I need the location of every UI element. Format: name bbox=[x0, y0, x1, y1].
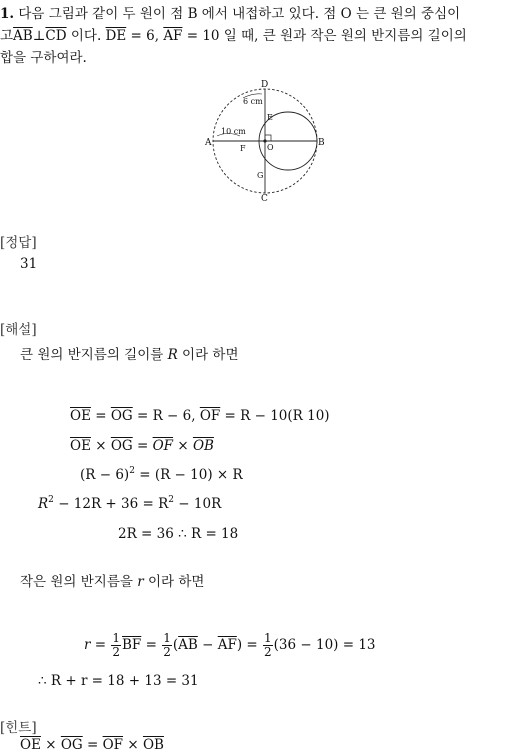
label-10cm: 10 cm bbox=[221, 127, 246, 136]
equation-6 bbox=[84, 632, 376, 659]
segment-OG: $\overline{OG}$ bbox=[110, 438, 133, 454]
text-fragment: 이라 하면 bbox=[177, 347, 239, 363]
text-fragment: = bbox=[82, 737, 103, 753]
label-A: A bbox=[205, 138, 212, 148]
denominator: 2 bbox=[264, 645, 272, 659]
problem-line-2 bbox=[0, 24, 467, 44]
label-B: B bbox=[318, 138, 325, 148]
text-fragment: − bbox=[197, 637, 218, 653]
segment-OE: $\overline{OE}$ bbox=[70, 438, 91, 454]
denominator: 2 bbox=[163, 645, 171, 659]
segment-OF: $\overline{OF}$ bbox=[199, 408, 221, 424]
answer-header: [정답] bbox=[0, 235, 37, 251]
text-fragment: = bbox=[141, 637, 162, 653]
label-E: E bbox=[267, 113, 273, 122]
text-fragment: − 12R + 36 = R bbox=[53, 496, 169, 512]
label-6cm: 6 cm bbox=[243, 97, 263, 106]
exponent: 2 bbox=[48, 495, 54, 505]
segment-OF: $\overline{OF}$ bbox=[152, 438, 174, 454]
text-fragment: ( bbox=[172, 637, 179, 653]
equation-3 bbox=[80, 467, 243, 483]
problem-line-3: 합을 구하여라. bbox=[0, 50, 87, 66]
numerator: 1 bbox=[112, 631, 120, 645]
point-O bbox=[263, 139, 266, 142]
segment-OG: $\overline{OG}$ bbox=[60, 737, 83, 753]
text-fragment: × bbox=[123, 737, 143, 753]
numerator: 1 bbox=[163, 631, 171, 645]
segment-OE: $\overline{OE}$ bbox=[70, 408, 91, 424]
fraction-half bbox=[111, 632, 121, 659]
text-fragment: = R − 6, bbox=[132, 408, 200, 424]
text-fragment: = bbox=[90, 408, 111, 424]
right-angle-mark bbox=[265, 135, 271, 141]
text-fragment: r = bbox=[84, 637, 111, 653]
segment-DE: $\overline{DE}$ bbox=[105, 28, 127, 44]
text-fragment: 큰 원의 반지름의 길이를 bbox=[20, 347, 168, 363]
equation-2 bbox=[70, 438, 214, 454]
exponent: 2 bbox=[168, 495, 175, 505]
text-fragment: R bbox=[38, 496, 49, 512]
fraction-half bbox=[263, 632, 273, 659]
answer-value: 31 bbox=[20, 256, 38, 272]
label-F: F bbox=[240, 144, 246, 153]
text-fragment: 고 bbox=[0, 28, 14, 44]
text-fragment: − 10R bbox=[174, 496, 222, 512]
segment-AB: $\overline{AB}$ bbox=[13, 28, 33, 44]
segment-OE: $\overline{OE}$ bbox=[20, 737, 41, 753]
solution-header: [해설] bbox=[0, 322, 37, 338]
fraction-half bbox=[162, 632, 172, 659]
small-circle bbox=[259, 112, 317, 170]
text-fragment: (R − 6) bbox=[80, 467, 130, 483]
exponent: 2 bbox=[129, 466, 135, 476]
text-fragment: = R − 10(R 10) bbox=[220, 408, 330, 424]
text-fragment: × bbox=[173, 438, 193, 454]
perp-symbol: ⊥ bbox=[32, 28, 46, 44]
label-D: D bbox=[261, 80, 269, 90]
problem-line-1 bbox=[0, 2, 460, 22]
equation-7: ∴ R + r = 18 + 13 = 31 bbox=[38, 673, 199, 689]
equation-1 bbox=[70, 408, 330, 424]
segment-AF: $\overline{AF}$ bbox=[217, 637, 237, 653]
numerator: 1 bbox=[264, 631, 272, 645]
var-r: r bbox=[137, 574, 144, 590]
text-fragment: = 6, bbox=[126, 28, 164, 44]
equation-5: 2R = 36 ∴ R = 18 bbox=[118, 526, 239, 542]
segment-BF: $\overline{BF}$ bbox=[122, 637, 142, 653]
text-fragment: = bbox=[132, 438, 153, 454]
segment-OG: $\overline{OG}$ bbox=[110, 408, 133, 424]
solution-intro bbox=[20, 343, 239, 363]
text-fragment: × bbox=[90, 438, 111, 454]
text-fragment: = 10 일 때, 큰 원과 작은 원의 반지름의 길이의 bbox=[182, 28, 467, 44]
label-C: C bbox=[261, 194, 268, 204]
dim-6cm bbox=[243, 94, 262, 98]
equation-4 bbox=[38, 496, 221, 512]
segment-AF: $\overline{AF}$ bbox=[163, 28, 183, 44]
text-fragment: 이라 하면 bbox=[143, 574, 205, 590]
denominator: 2 bbox=[112, 645, 120, 659]
text-fragment: 이다. bbox=[66, 28, 106, 44]
segment-OB: $\overline{OB}$ bbox=[192, 438, 214, 454]
label-O: O bbox=[267, 143, 274, 152]
text-fragment: × bbox=[40, 737, 61, 753]
dim-10cm bbox=[217, 134, 240, 137]
var-R: R bbox=[167, 347, 178, 363]
text-fragment: 작은 원의 반지름을 bbox=[20, 574, 138, 590]
text-fragment: = (R − 10) × R bbox=[134, 467, 243, 483]
label-G: G bbox=[257, 171, 264, 180]
segment-AB: $\overline{AB}$ bbox=[178, 637, 198, 653]
problem-text-1: 다음 그림과 같이 두 원이 점 B 에서 내접하고 있다. 점 O 는 큰 원의 중심이 bbox=[18, 6, 461, 22]
hint-equation bbox=[20, 737, 164, 753]
hint-header: [힌트] bbox=[0, 720, 37, 736]
big-circle bbox=[213, 89, 317, 193]
segment-OF: $\overline{OF}$ bbox=[102, 737, 124, 753]
segment-CD: $\overline{CD}$ bbox=[45, 28, 67, 44]
problem-number: 1. bbox=[0, 6, 15, 22]
segment-OB: $\overline{OB}$ bbox=[142, 737, 164, 753]
text-fragment: (36 − 10) = 13 bbox=[273, 637, 376, 653]
small-circle-intro bbox=[20, 570, 204, 590]
text-fragment: ) = bbox=[236, 637, 262, 653]
